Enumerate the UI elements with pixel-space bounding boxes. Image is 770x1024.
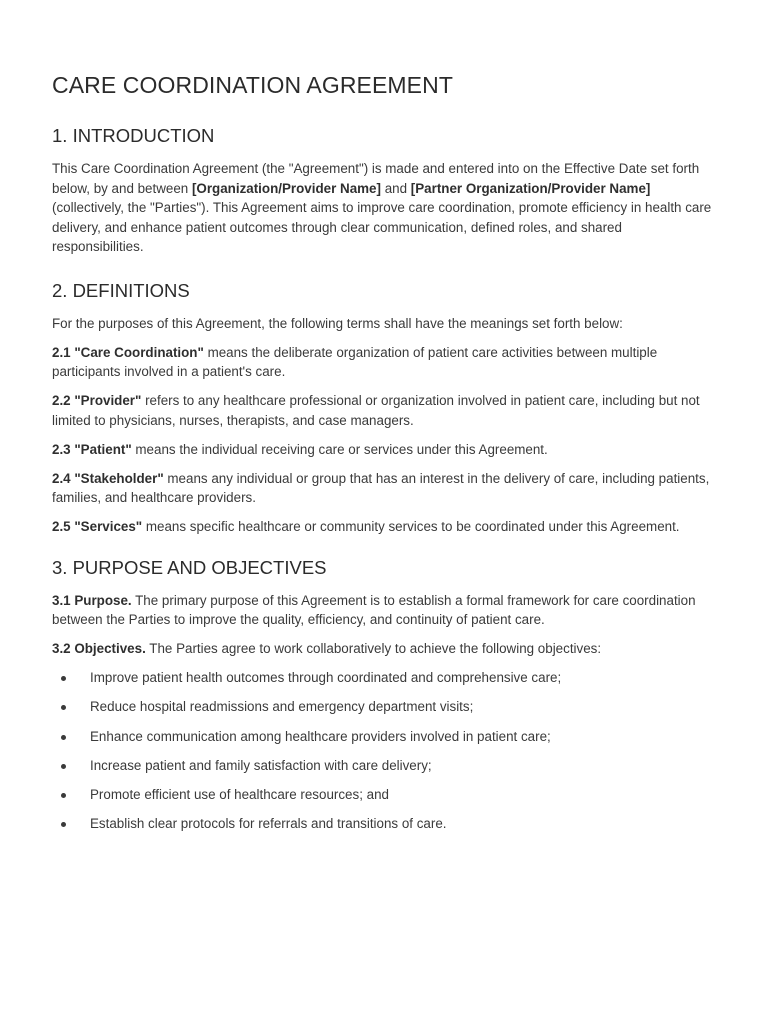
definition-text: means the individual receiving care or services under this Agreement. (131, 441, 548, 457)
definition-term: 2.2 "Provider" (52, 393, 142, 408)
list-item-text: Reduce hospital readmissions and emergency department visits; (90, 699, 474, 715)
definition-item (52, 469, 714, 508)
list-item (52, 697, 714, 717)
section-heading-introduction: 1. INTRODUCTION (52, 125, 215, 146)
introduction-text-2: and (380, 180, 411, 196)
list-item-text: Establish clear protocols for referrals and transitions of care. (90, 816, 447, 832)
list-item (52, 668, 714, 688)
definition-text: means the deliberate organization of patient care activities between multiple participants involved in a patient's care. (52, 344, 658, 379)
list-item-text: Promote efficient use of healthcare resources; and (90, 787, 389, 803)
objectives-text: The Parties agree to work collaboratively to achieve the following objectives: (145, 641, 602, 656)
list-item-text: Improve patient health outcomes through coordinated and comprehensive care; (90, 670, 562, 685)
objectives-term: 3.2 Objectives. (52, 641, 146, 656)
party-2-placeholder: [Partner Organization/Provider Name] (410, 180, 651, 196)
purpose-term: 3.1 Purpose. (52, 592, 132, 608)
bullet-icon (61, 676, 66, 681)
list-item (52, 814, 714, 834)
party-1-placeholder: [Organization/Provider Name] (191, 180, 381, 196)
purpose-paragraph (52, 591, 714, 630)
bullet-icon (61, 764, 66, 769)
definitions-lead: For the purposes of this Agreement, the following terms shall have the meanings set forth below: (52, 315, 623, 331)
definition-text: means any individual or group that has an interest in the delivery of care, including patients, families, and healthcare providers. (52, 470, 710, 505)
list-item (52, 785, 714, 805)
document-title: CARE COORDINATION AGREEMENT (52, 72, 453, 98)
section-heading-purpose: 3. PURPOSE AND OBJECTIVES (52, 556, 327, 578)
section-definitions (52, 279, 714, 537)
definition-term: 2.4 "Stakeholder" (52, 470, 164, 486)
definition-item (52, 517, 714, 537)
introduction-text-1: This Care Coordination Agreement (the "Agreement") is made and entered into on the Effective Date set forth below, by and between (52, 161, 700, 196)
definition-term: 2.1 "Care Coordination" (52, 344, 204, 360)
definition-text: refers to any healthcare professional or organization involved in patient care, including but not limited to physicians, nurses, therapists, and case managers. (52, 393, 700, 428)
definition-term: 2.5 "Services" (52, 519, 143, 534)
list-item (52, 727, 714, 747)
section-heading-definitions: 2. DEFINITIONS (52, 279, 190, 301)
bullet-icon (61, 793, 66, 798)
objectives-paragraph (52, 639, 714, 659)
introduction-paragraph (52, 159, 714, 257)
definition-text: means specific healthcare or community services to be coordinated under this Agreement. (142, 519, 680, 534)
list-item-text: Increase patient and family satisfaction with care delivery; (90, 757, 432, 773)
definition-item (52, 391, 714, 430)
bullet-icon (61, 735, 66, 740)
purpose-text: The primary purpose of this Agreement is to establish a formal framework for care coordination between the Parties to improve the quality, efficiency, and continuity of patient care. (52, 592, 696, 627)
list-item (52, 756, 714, 776)
section-purpose-objectives (52, 556, 714, 834)
list-item-text: Enhance communication among healthcare providers involved in patient care; (90, 728, 551, 744)
section-introduction (52, 124, 714, 257)
definition-item (52, 440, 714, 460)
definition-term: 2.3 "Patient" (52, 441, 132, 457)
bullet-icon (61, 705, 66, 710)
definition-item (52, 343, 714, 382)
bullet-icon (61, 822, 66, 827)
introduction-text-3: (collectively, the "Parties"). This Agreement aims to improve care coordination, promote efficiency in health care delivery, and enhance patient outcomes through clear communication, defined roles, and shared responsibilities. (52, 200, 712, 254)
objectives-list (52, 668, 714, 834)
